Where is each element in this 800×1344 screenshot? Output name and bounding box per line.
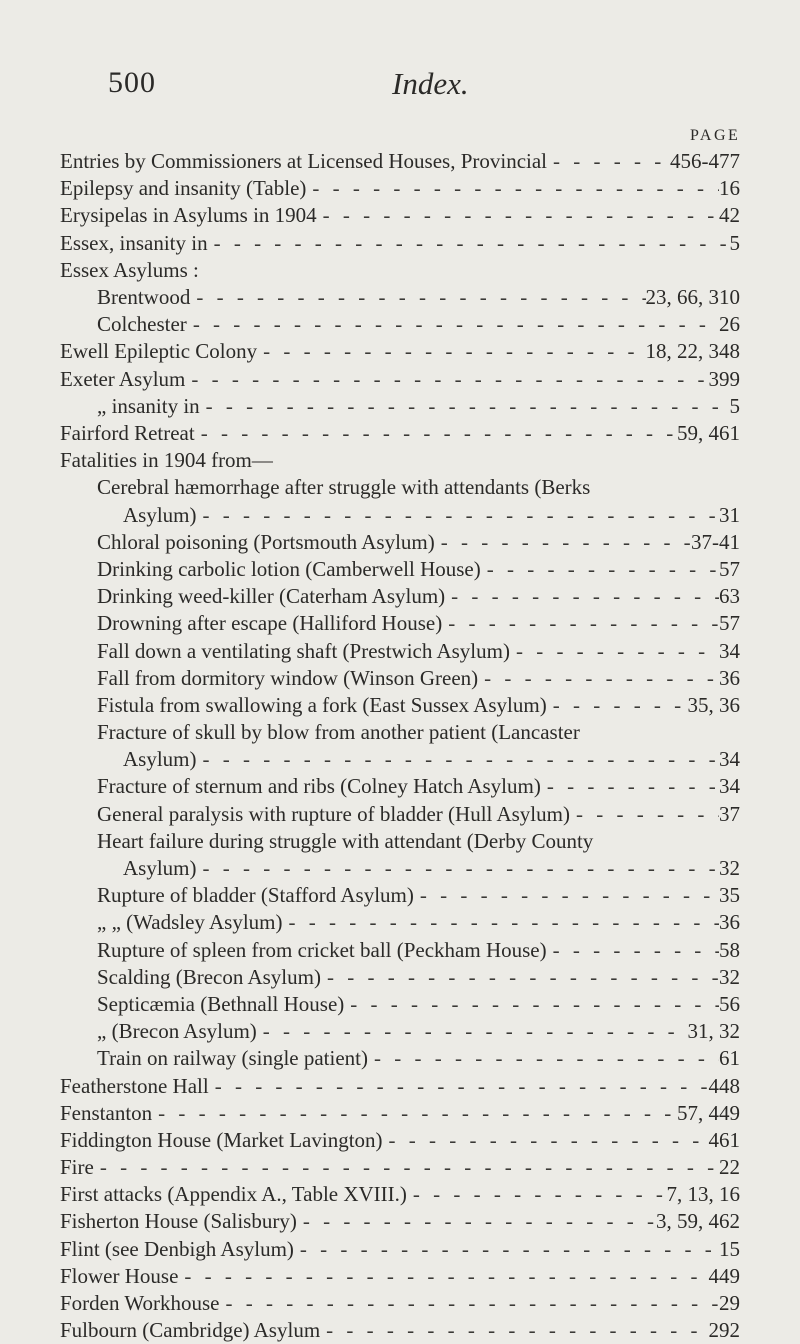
dot-leader [152, 1100, 677, 1127]
entry-pages: 23, 66, 310 [645, 284, 740, 309]
entry-pages: 448 [708, 1073, 740, 1098]
entry-text: Flint (see Denbigh Asylum) [60, 1236, 294, 1261]
entry-text: Drinking weed-killer (Caterham Asylum) [97, 584, 446, 609]
entry-pages: 58 [719, 937, 740, 962]
entry-pages: 3, 59, 462 [656, 1209, 740, 1234]
entry-pages: 32 [719, 964, 740, 989]
dot-leader [481, 556, 719, 583]
entry-pages: 5 [729, 393, 740, 418]
index-entry [60, 610, 740, 637]
entry-text: Fall down a ventilating shaft (Prestwich Asylum) [97, 638, 510, 663]
entry-text: Epilepsy and insanity (Table) [60, 176, 307, 201]
entry-text: Fairford Retreat [60, 421, 195, 445]
index-entry [60, 393, 740, 420]
dot-leader [570, 801, 719, 828]
dot-leader [185, 366, 708, 393]
index-entry [60, 474, 740, 528]
dot-leader [478, 665, 719, 692]
entry-text: Fatalities in 1904 from— [60, 448, 273, 473]
entry-text: Flower House [60, 1263, 179, 1288]
entry-pages: 16 [719, 176, 740, 201]
index-entry [60, 175, 740, 202]
dot-leader [383, 1127, 709, 1154]
entry-text: Essex Asylums : [60, 257, 199, 282]
entry-text: Essex, insanity in [60, 230, 208, 255]
dot-leader [541, 773, 719, 800]
index-entry [60, 148, 740, 175]
index-entry [60, 1073, 740, 1100]
entry-pages: 31 [719, 502, 740, 527]
entry-pages: 61 [719, 1046, 740, 1071]
index-entry [60, 257, 740, 284]
dot-leader [195, 420, 677, 447]
dot-leader [442, 610, 719, 637]
entry-text: Exeter Asylum [60, 366, 186, 391]
index-entry [60, 692, 740, 719]
entry-text: „ (Brecon Asylum) [97, 1019, 257, 1044]
entry-pages: 57 [719, 611, 740, 636]
index-entry [60, 1181, 740, 1208]
entry-text: Fire [60, 1155, 94, 1180]
index-entry [60, 909, 740, 936]
index-entries-f [60, 420, 740, 1344]
entry-text: Drinking carbolic lotion (Camberwell House) [97, 556, 481, 581]
index-entry [60, 665, 740, 692]
index-entry [60, 230, 740, 257]
index-entry [60, 801, 740, 828]
entry-text: Septicæmia (Bethnall House) [97, 991, 345, 1016]
entry-pages: 34 [719, 638, 740, 663]
entry-text: Featherstone Hall [60, 1073, 209, 1098]
entry-text: Brentwood [97, 284, 191, 309]
dot-leader [297, 1208, 656, 1235]
index-entry [60, 1236, 740, 1263]
entry-pages: 35 [719, 883, 740, 908]
dot-leader [190, 284, 645, 311]
index-entries-e [60, 148, 740, 420]
dot-leader [187, 311, 719, 338]
entry-text-continued: Asylum) [123, 856, 197, 881]
index-entry [60, 1290, 740, 1317]
entry-text: Fistula from swallowing a fork (East Sussex Asylum) [97, 692, 547, 717]
entry-text: Heart failure during struggle with attendant (Derby County [97, 828, 594, 853]
page-column-heading: PAGE [690, 127, 741, 144]
dot-leader [257, 338, 645, 365]
entry-pages: 292 [708, 1318, 740, 1343]
index-entry [60, 202, 740, 229]
entry-pages: 59, 461 [677, 421, 740, 445]
index-entry [60, 420, 740, 447]
index-entry [60, 529, 740, 556]
entry-pages: 18, 22, 348 [645, 339, 740, 364]
dot-leader [208, 230, 730, 257]
entry-pages: 34 [719, 747, 740, 772]
entry-text: Entries by Commissioners at Licensed Houses, Provincial [60, 149, 548, 173]
index-entry [60, 964, 740, 991]
running-head: Index. [392, 66, 469, 101]
entry-pages: 31, 32 [687, 1019, 740, 1044]
entry-text: Drowning after escape (Halliford House) [97, 611, 443, 636]
entry-pages: 36 [719, 910, 740, 935]
dot-leader [178, 1263, 708, 1290]
index-entry [60, 447, 740, 474]
index-entry [60, 991, 740, 1018]
dot-leader [294, 1236, 719, 1263]
dot-leader [547, 148, 670, 175]
entry-pages: 57 [719, 556, 740, 581]
entry-pages: 15 [719, 1236, 740, 1261]
index-entry [60, 719, 740, 773]
entry-text: Fracture of sternum and ribs (Colney Hatch Asylum) [97, 774, 541, 799]
entry-text: Rupture of bladder (Stafford Asylum) [97, 883, 414, 908]
entry-text: Colchester [97, 312, 187, 337]
dot-leader [414, 882, 719, 909]
dot-leader [94, 1154, 719, 1181]
entry-pages: 36 [719, 665, 740, 690]
entry-pages: 63 [719, 584, 740, 609]
entry-pages: 34 [719, 774, 740, 799]
entry-text: Erysipelas in Asylums in 1904 [60, 203, 317, 228]
entry-text: Chloral poisoning (Portsmouth Asylum) [97, 529, 435, 554]
index-entry [60, 1263, 740, 1290]
entry-text: Train on railway (single patient) [97, 1046, 369, 1071]
index-entry [60, 1045, 740, 1072]
entry-pages: 399 [708, 366, 740, 391]
entry-text: Rupture of spleen from cricket ball (Peckham House) [97, 937, 547, 962]
entry-pages: 22 [719, 1155, 740, 1180]
index-entry [60, 583, 740, 610]
dot-leader [306, 175, 719, 202]
dot-leader [283, 909, 719, 936]
index-entry [60, 366, 740, 393]
entry-pages: 37-41 [691, 529, 740, 554]
entry-pages: 26 [719, 312, 740, 337]
index-entry [60, 882, 740, 909]
dot-leader [547, 937, 719, 964]
index-entry [60, 1154, 740, 1181]
index-entry [60, 1208, 740, 1235]
index-entry [60, 937, 740, 964]
entry-text: Ewell Epileptic Colony [60, 339, 258, 364]
entry-pages: 449 [708, 1263, 740, 1288]
page-number: 500 [108, 66, 156, 99]
dot-leader [197, 502, 720, 529]
index-entry [60, 638, 740, 665]
index-entry [60, 828, 740, 882]
entry-pages: 35, 36 [687, 692, 740, 717]
dot-leader [321, 964, 719, 991]
entry-text: General paralysis with rupture of bladder (Hull Asylum) [97, 801, 570, 826]
dot-leader [317, 202, 719, 229]
entry-text-continued: Asylum) [123, 502, 197, 527]
dot-leader [197, 855, 720, 882]
entry-text: Fenstanton [60, 1100, 153, 1125]
entry-pages: 456-477 [670, 149, 740, 173]
dot-leader [510, 638, 719, 665]
entry-text: Fall from dormitory window (Winson Green) [97, 665, 479, 690]
dot-leader [320, 1317, 708, 1344]
entry-pages: 56 [719, 991, 740, 1016]
dot-leader [445, 583, 719, 610]
entry-pages: 7, 13, 16 [666, 1182, 740, 1207]
entry-text: Fracture of skull by blow from another patient (Lancaster [97, 720, 580, 745]
index-entry [60, 773, 740, 800]
entry-text: First attacks (Appendix A., Table XVIII.) [60, 1182, 407, 1207]
dot-leader [368, 1045, 719, 1072]
index-entry [60, 311, 740, 338]
dot-leader [220, 1290, 720, 1317]
entry-pages: 42 [719, 203, 740, 228]
dot-leader [209, 1073, 709, 1100]
index-entry [60, 1100, 740, 1127]
dot-leader [200, 393, 730, 420]
dot-leader [547, 692, 688, 719]
entry-pages: 29 [719, 1291, 740, 1316]
index-entry [60, 1018, 740, 1045]
index-entry [60, 1317, 740, 1344]
entry-pages: 5 [729, 230, 740, 255]
dot-leader [407, 1181, 667, 1208]
index-entry [60, 1127, 740, 1154]
entry-text-continued: Asylum) [123, 747, 197, 772]
entry-pages: 32 [719, 856, 740, 881]
dot-leader [344, 991, 719, 1018]
entry-pages: 461 [708, 1127, 740, 1152]
entry-text: Fisherton House (Salisbury) [60, 1209, 297, 1234]
index-entry [60, 338, 740, 365]
entry-pages: 57, 449 [677, 1100, 740, 1125]
entry-text: „ insanity in [97, 393, 200, 418]
index-entry [60, 284, 740, 311]
entry-text: Fulbourn (Cambridge) Asylum [60, 1318, 321, 1343]
page-header [0, 66, 800, 106]
entry-text: Scalding (Brecon Asylum) [97, 964, 321, 989]
entry-text: Cerebral hæmorrhage after struggle with attendants (Berks [97, 475, 591, 500]
entry-pages: 37 [719, 801, 740, 826]
dot-leader [257, 1018, 688, 1045]
dot-leader [435, 529, 691, 556]
entry-text: „ „ (Wadsley Asylum) [97, 910, 283, 935]
entry-text: Forden Workhouse [60, 1291, 220, 1316]
index-entry [60, 556, 740, 583]
dot-leader [197, 746, 720, 773]
entry-text: Fiddington House (Market Lavington) [60, 1127, 383, 1152]
